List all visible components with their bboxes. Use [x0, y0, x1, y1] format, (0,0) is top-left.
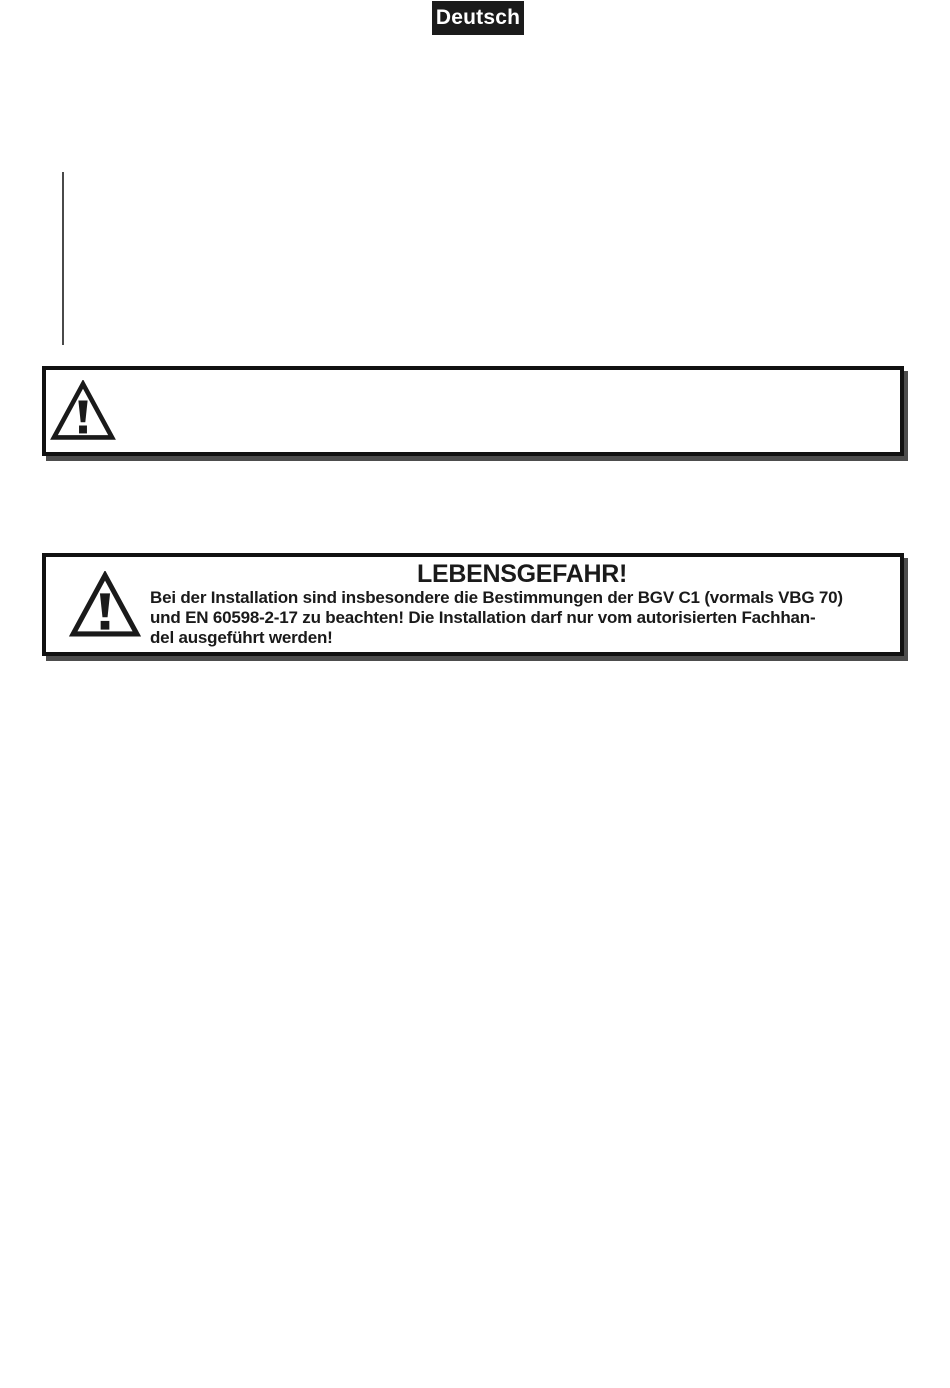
language-label: Deutsch — [435, 6, 521, 29]
danger-content — [150, 561, 894, 648]
danger-text-line: Bei der Installation sind insbesondere die Bestimmungen der BGV C1 (vormals VBG 70) — [150, 588, 843, 607]
danger-text-line: del ausgeführt werden! — [150, 628, 333, 647]
language-badge — [432, 1, 524, 35]
warning-box-empty — [42, 366, 904, 456]
warning-triangle-icon — [68, 571, 142, 639]
danger-text-line: und EN 60598-2-17 zu beachten! Die Installation darf nur vom autorisierten Fachhan- — [150, 608, 816, 627]
danger-title: LEBENSGEFAHR! — [416, 560, 627, 588]
vertical-rule — [62, 172, 64, 345]
danger-warning-box — [42, 553, 904, 656]
warning-triangle-icon — [50, 380, 116, 442]
